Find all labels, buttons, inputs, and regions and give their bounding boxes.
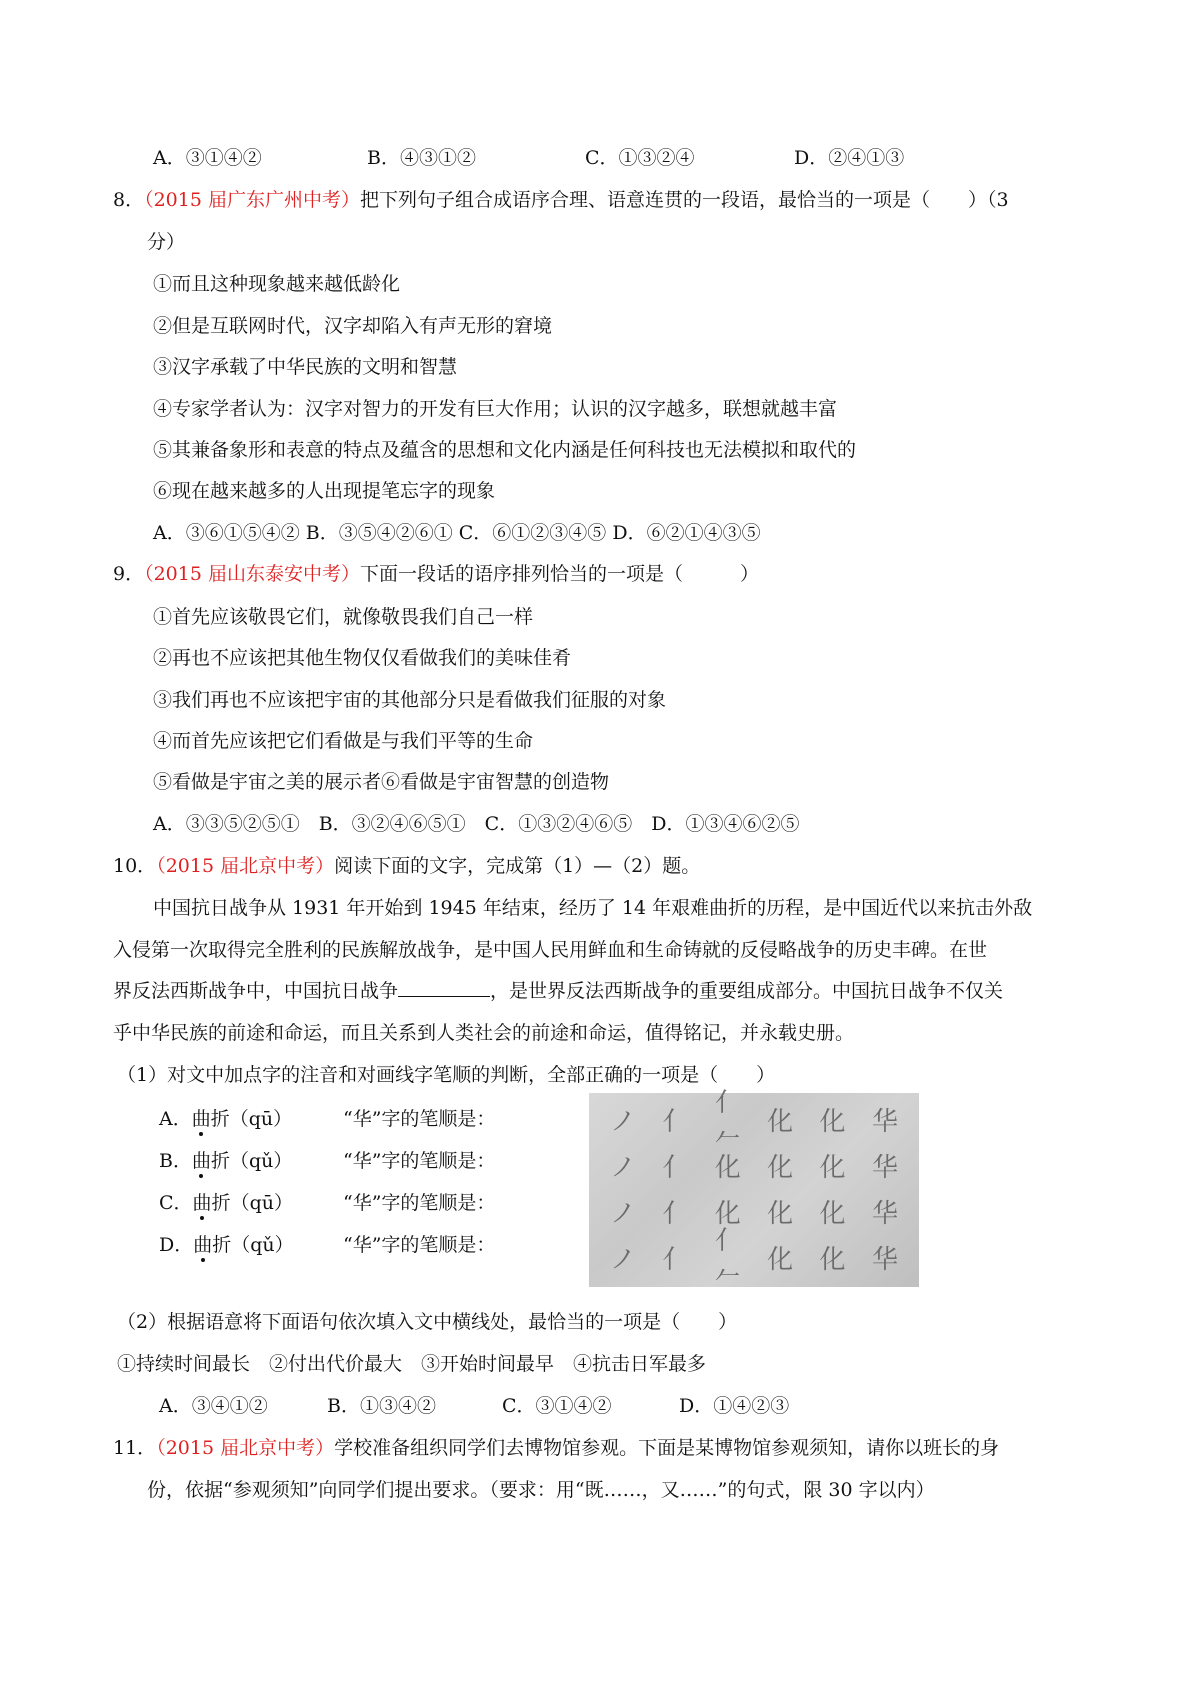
q11-stem-cont: 份，依据“参观须知”向同学们提出要求。（要求：用“既……，又……”的句式，限 30 字以内）	[147, 1479, 935, 1501]
q11-stem	[113, 1434, 999, 1462]
q8-options: A．③⑥①⑤④② B．③⑤④②⑥① C．⑥①②③④⑤ D．⑥②①④③⑤	[153, 522, 761, 544]
q7-option-c: C．①③②④	[585, 147, 695, 169]
q7-option-a: A．③①④②	[153, 147, 262, 169]
q8-stem-cont: 分）	[147, 231, 186, 253]
q10-passage-line-4: 乎中华民族的前途和命运，而且关系到人类社会的前途和命运，值得铭记，并永载史册。	[113, 1022, 855, 1044]
stroke-order-image	[589, 1088, 919, 1293]
q10-sub1-stroke-label-b: “华”字的笔顺是：	[343, 1150, 496, 1172]
q11-source: （2015 届北京中考）	[156, 1437, 335, 1459]
stroke-row-c: ノ 亻 化 化 化 华	[609, 1198, 898, 1229]
q9-stem-text: 下面一段话的语序排列恰当的一项是（ ）	[360, 563, 760, 585]
q10-sub2-stem: （2）根据语意将下面语句依次填入文中横线处，最恰当的一项是（ ）	[117, 1311, 738, 1333]
q8-stem-text: 把下列句子组合成语序合理、语意连贯的一段语，最恰当的一项是（ ）（3	[360, 189, 1009, 211]
q8-item-6: ⑥现在越来越多的人出现提笔忘字的现象	[153, 480, 496, 502]
fill-blank	[398, 978, 490, 997]
q8-item-1: ①而且这种现象越来越低龄化	[153, 273, 401, 295]
stroke-row-b: ノ 亻 化 化 化 华	[609, 1152, 898, 1183]
q9-item-1: ①首先应该敬畏它们，就像敬畏我们自己一样	[153, 606, 534, 628]
q9-item-3: ③我们再也不应该把宇宙的其他部分只是看做我们征服的对象	[153, 689, 667, 711]
q10-sub2-option-c: C．③①④②	[502, 1395, 612, 1417]
q10-sub2-option-d: D．①④②③	[679, 1395, 790, 1417]
q10-number: 10．	[113, 855, 157, 877]
q7-option-b: B．④③①②	[367, 147, 476, 169]
q10-passage-line-1: 中国抗日战争从 1931 年开始到 1945 年结束，经历了 14 年艰难曲折的历程，是中国近代以来抗击外敌	[153, 897, 1033, 919]
q8-item-2: ②但是互联网时代，汉字却陷入有声无形的窘境	[153, 315, 553, 337]
q7-option-d: D．②④①③	[794, 147, 905, 169]
q10-sub1-option-a: A．曲折（qū）	[159, 1108, 293, 1130]
q8-item-4: ④专家学者认为：汉字对智力的开发有巨大作用；认识的汉字越多，联想就越丰富	[153, 398, 838, 420]
q10-stem-text: 阅读下面的文字，完成第（1）—（2）题。	[334, 855, 701, 877]
q8-stem	[113, 186, 1009, 214]
q9-stem	[113, 560, 759, 588]
q9-item-2: ②再也不应该把其他生物仅仅看做我们的美味佳肴	[153, 647, 572, 669]
q11-stem-text: 学校准备组织同学们去博物馆参观。下面是某博物馆参观须知，请你以班长的身	[334, 1437, 1000, 1459]
q10-source: （2015 届北京中考）	[156, 855, 335, 877]
q10-sub1-stroke-label-c: “华”字的笔顺是：	[343, 1192, 496, 1214]
q10-sub1-stem: （1）对文中加点字的注音和对画线字笔顺的判断，全部正确的一项是（ ）	[117, 1064, 776, 1086]
q10-sub1-stroke-label-d: “华”字的笔顺是：	[343, 1234, 496, 1256]
q8-item-5: ⑤其兼备象形和表意的特点及蕴含的思想和文化内涵是任何科技也无法模拟和取代的	[153, 439, 857, 461]
q9-number: 9．	[113, 563, 145, 585]
q10-sub1-stroke-label-a: “华”字的笔顺是：	[343, 1108, 496, 1130]
q10-passage-line-3	[113, 977, 1003, 1005]
q10-passage-line-2: 入侵第一次取得完全胜利的民族解放战争，是中国人民用鲜血和生命铸就的反侵略战争的历史丰碑。在世	[113, 939, 988, 961]
q9-item-5: ⑤看做是宇宙之美的展示者⑥看做是宇宙智慧的创造物	[153, 771, 610, 793]
q10-stem	[113, 852, 700, 880]
q10-sub2-option-b: B．①③④②	[327, 1395, 436, 1417]
stroke-row-d: ノ 亻 亻𠂉 化 化 华	[609, 1226, 898, 1293]
q8-source: （2015 届广东广州中考）	[144, 189, 360, 211]
q10-sub1-option-d: D．曲折（qǔ）	[159, 1234, 294, 1256]
q10-sub2-option-a: A．③④①②	[159, 1395, 268, 1417]
q10-passage-3b: ，是世界反法西斯战争的重要组成部分。中国抗日战争不仅关	[490, 980, 1004, 1002]
stroke-row-a: ノ 亻 亻𠂉 化 化 华	[609, 1088, 898, 1155]
q9-options: A．③③⑤②⑤① B．③②④⑥⑤① C．①③②④⑥⑤ D．①③④⑥②⑤	[153, 813, 800, 835]
q8-item-3: ③汉字承载了中华民族的文明和智慧	[153, 356, 458, 378]
q10-sub1-option-c: C．曲折（qū）	[159, 1192, 293, 1214]
q10-sub2-items: ①持续时间最长 ②付出代价最大 ③开始时间最早 ④抗击日军最多	[117, 1353, 707, 1375]
q11-number: 11．	[113, 1437, 157, 1459]
q8-number: 8．	[113, 189, 145, 211]
q9-source: （2015 届山东泰安中考）	[144, 563, 360, 585]
q10-sub1-option-b: B．曲折（qǔ）	[159, 1150, 293, 1172]
q9-item-4: ④而首先应该把它们看做是与我们平等的生命	[153, 730, 534, 752]
q10-passage-3a: 界反法西斯战争中，中国抗日战争	[113, 980, 399, 1002]
